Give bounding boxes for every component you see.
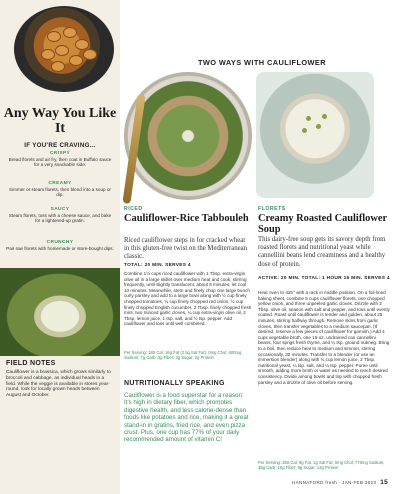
option-crispy [6, 151, 114, 168]
option-text: Pair raw florets with homemade or store-bought dips. [6, 245, 114, 251]
option-label: SAUCY [50, 207, 70, 212]
option-text: Bread florets and air fry, then coat in Buffalo sauce for a very snackable side. [8, 156, 112, 168]
soup-photo [256, 72, 374, 198]
recipe2-title: Creamy Roasted Cauliflower Soup [258, 213, 387, 236]
recipe2-nutrition: Per Serving: 250 Cal; 9g Fat; 1g Sat Fat; 0mg Chol; 770mg Sodium; 35g Carb; 10g Fiber; 9g Sugar; 12g Protein [258, 460, 385, 471]
recipe1-dek: Riced cauliflower steps in for cracked wheat in this gluten-free twist on the Mediterranean classic. [124, 237, 248, 261]
page-footer [292, 479, 388, 486]
recipe1-meta: TOTAL: 20 MIN. SERVES 4 [124, 263, 191, 268]
option-label: CRISPY [49, 151, 71, 156]
cauliflower-field-photo [0, 268, 120, 356]
tabbouleh-photo [124, 72, 252, 200]
option-saucy [6, 207, 114, 224]
recipe2-body: Heat oven to 425° with a rack in middle position. On a foil-lined baking sheet, combine 5 cups cauliflower florets, one chopped yellow onion, and three unpeeled garlic cloves. Drizzle with 2 Tbsp. olive oil, season with salt and pepper, and toss until evenly coated. Roast until cauliflower is tender and golden, about 25 minutes, stirring halfway through. Remove skins from garlic cloves, then transfer vegetables to a medium saucepan. (If desired, reserve a few pieces of cauliflower for garnish.) Add 4 cups vegetable broth, one 15-oz. undrained can cannellini beans, four sprigs fresh thyme, and ¼ tsp. ground nutmeg. Bring to a boil, then reduce heat to medium and simmer, stirring occasionally, 30 minutes. Transfer to a blender (or use an immersion blender) along with ¼ cup lemon juice, 2 Tbsp. nutritional yeast, ¼ tsp. salt, and ¼ tsp. pepper. Puree until smooth, adding more broth or water as needed to reach desired consistency. Divide among bowls and top with chopped fresh parsley and a drizzle of olive oil before serving. [258, 290, 390, 385]
field-notes-text: Cauliflower is a brassica, which grows similarly to broccoli and cabbage, as individual heads in a field. While the veggie is available in stores year-round, look for locally grown heads between August and October. [6, 370, 111, 399]
nutrition-callout-title: NUTRITIONALLY SPEAKING [124, 380, 225, 387]
recipe1-body: Combine 1½ cups riced cauliflower with 1 Tbsp. extra-virgin olive oil in a large skillet over medium heat and cook, stirring frequently, until slightly translucent, about 5 minutes; let cool 10 minutes. Meanwhile, stem and finely chop one large bunch curly parsley and add to a large bowl along with ½ cup finely chopped tomatoes, ¼ cup finely chopped red onion, ½ cup finely chopped English cucumber, 2 Tbsp. finely chopped fresh mint, two minced garlic cloves, ¼ cup extra-virgin olive oil, 2 Tbsp. lemon juice, 1 tsp. salt, and ½ tsp. pepper. Add cauliflower and toss until well combined. [124, 271, 252, 327]
option-label: CRUNCHY [46, 240, 74, 245]
nutrition-callout-text: Cauliflower is a food superstar for a reason: It's high in dietary fiber, which promotes digestive health, and less calorie-dense than foods like potatoes and rice, making it a great stand-in in gratins, fried rice, and even pizza crust. Plus, one cup has 77% of your daily recommended amount of vitamin C! [124, 392, 249, 444]
page-number: 15 [380, 479, 388, 486]
recipe1-kicker: RICED [124, 206, 143, 212]
option-crunchy [6, 240, 114, 251]
option-text: Steam florets, toss with a cheese sauce, and bake for a lightened-up gratin. [8, 212, 112, 224]
recipe1-title: Cauliflower-Rice Tabbouleh [124, 213, 249, 224]
option-text: Simmer or steam florets, then blend into a soup or dip. [9, 186, 111, 198]
option-creamy [6, 181, 114, 198]
page-title: TWO WAYS WITH CAULIFLOWER [198, 58, 326, 67]
field-notes-title: FIELD NOTES [6, 360, 56, 367]
recipe2-kicker: FLORETS [258, 206, 286, 212]
recipe2-meta: ACTIVE: 20 MIN. TOTAL: 1 HOUR 15 MIN. SERVES 4 [258, 276, 390, 281]
recipe1-nutrition: Per Serving: 180 Cal; 16g Fat (2.5g Sat Fat); 0mg Chol; 600mg Sodium; 7g Carb; 3g Fiber; 3g Sugar; 2g Protein [124, 350, 242, 361]
recipe2-dek: This dairy-free soup gets its savory depth from roasted florets and nutritional yeast while cannellini beans lend creaminess and a healthy dose of protein. [258, 236, 386, 268]
sidebar-headline: Any Way You Like It [3, 106, 117, 136]
fried-cauliflower-photo [14, 6, 114, 92]
option-label: CREAMY [48, 181, 72, 186]
craving-heading: IF YOU'RE CRAVING... [24, 142, 96, 149]
magazine-name: HANNAFORD fresh · JAN-FEB 2023 [291, 480, 377, 485]
